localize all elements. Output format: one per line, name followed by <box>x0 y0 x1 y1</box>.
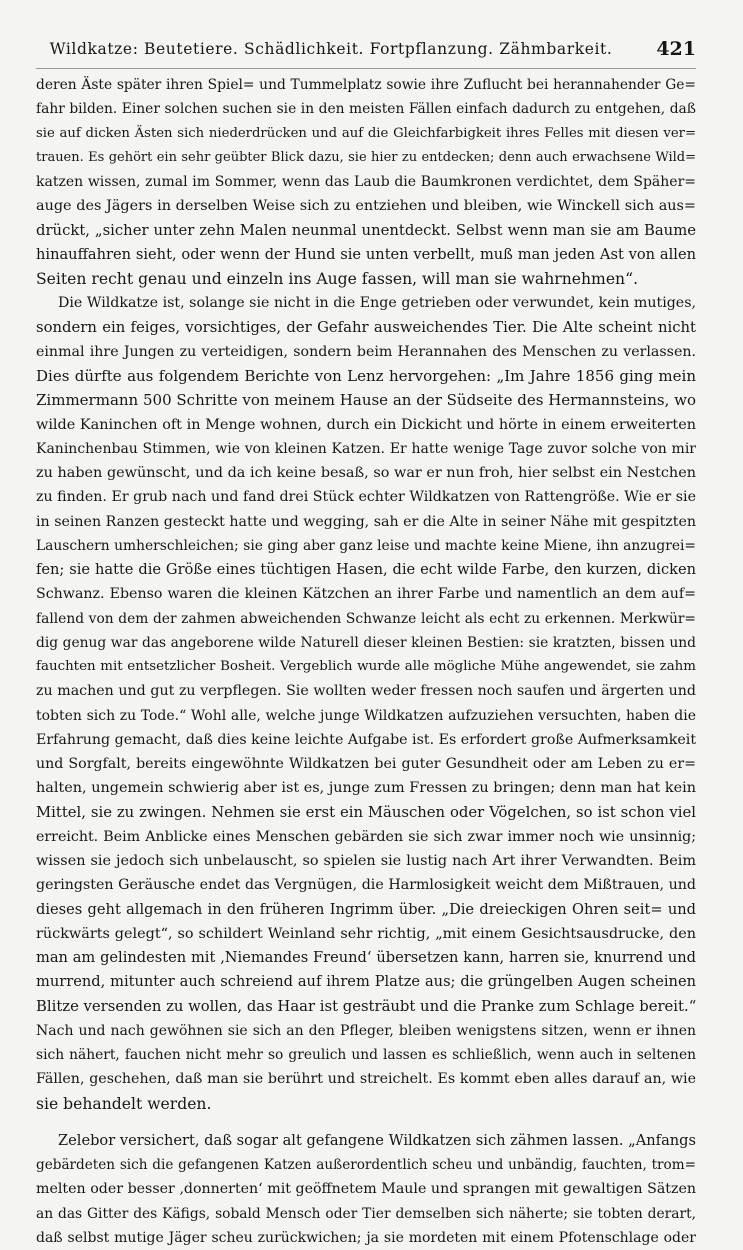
text-line: Erfahrung gemacht, daß dies keine leichte Aufgabe ist. Es erfordert große Aufmerksamkeit <box>36 731 696 748</box>
text-line: geringsten Geräusche endet das Vergnügen, die Harmlosigkeit weicht dem Mißtrauen, und <box>36 877 696 894</box>
text-line: Die Wildkatze ist, solange sie nicht in die Enge getrieben oder verwundet, kein mutiges, <box>58 295 696 312</box>
text-line: sie auf dicken Ästen sich niederdrücken und auf die Gleichfarbigkeit ihres Felles mit diesen ver= <box>36 125 696 141</box>
text-line: gebärdeten sich die gefangenen Katzen außerordentlich scheu und unbändig, fauchten, trom= <box>36 1157 696 1173</box>
text-line: man am gelindesten mit ‚Niemandes Freund‘ übersetzen kann, harren sie, knurrend und <box>36 949 696 966</box>
text-line: Seiten recht genau und einzeln ins Auge fassen, will man sie wahrnehmen“. <box>36 270 639 288</box>
paragraph-gap <box>36 1116 696 1129</box>
text-line: sich nähert, fauchen nicht mehr so greulich und lassen es schließlich, wenn auch in seltenen <box>36 1047 696 1063</box>
text-line: Zelebor versichert, daß sogar alt gefangene Wildkatzen sich zähmen lassen. „Anfangs <box>58 1131 696 1149</box>
page-number: 421 <box>656 38 696 60</box>
text-line: zu haben gewünscht, und da ich keine besaß, so war er nun froh, hier selbst ein Nestchen <box>36 465 696 481</box>
text-line: melten oder besser ‚donnerten‘ mit geöffnetem Maule und sprangen mit gewaltigen Sätzen <box>36 1181 696 1198</box>
text-line: halten, ungemein schwierig aber ist es, junge zum Fressen zu bringen; denn man hat kein <box>36 780 696 797</box>
text-line: murrend, mitunter auch schreiend auf ihrem Platze aus; die grüngelben Augen scheinen <box>36 973 696 991</box>
text-line: fallend von dem der zahmen abweichenden Schwanze leicht als echt zu erkennen. Merkwür= <box>36 610 696 627</box>
text-line: wilde Kaninchen oft in Menge wohnen, durch ein Dickicht und hörte in einem erweiterten <box>36 416 696 433</box>
text-line: einmal ihre Jungen zu verteidigen, sondern beim Herannahen des Menschen zu verlassen. <box>36 343 696 360</box>
text-line: an das Gitter des Käfigs, sobald Mensch oder Tier demselben sich näherte; sie tobten derart, <box>36 1205 696 1222</box>
text-line: Blitze versenden zu wollen, das Haar ist gesträubt und die Pranke zum Schlage bereit.“ <box>36 997 696 1015</box>
text-line: Zimmermann 500 Schritte von meinem Hause an der Südseite des Hermannsteins, wo <box>36 391 696 410</box>
text-line: fahr bilden. Einer solchen suchen sie in den meisten Fällen einfach dadurch zu entgehen, daß <box>36 101 696 118</box>
text-line: Schwanz. Ebenso waren die kleinen Kätzchen an ihrer Farbe und namentlich an dem auf= <box>36 586 696 603</box>
text-line: rückwärts gelegt“, so schildert Weinland sehr richtig, „mit einem Gesichtsausdrucke, den <box>36 925 696 942</box>
text-line: auge des Jägers in derselben Weise sich zu entziehen und bleiben, wie Winckell sich aus= <box>36 198 696 215</box>
text-line: zu machen und gut zu verpflegen. Sie wollten weder fressen noch saufen und ärgerten und <box>36 683 696 700</box>
text-line: Dies dürfte aus folgendem Berichte von Lenz hervorgehen: „Im Jahre 1856 ging mein <box>36 367 696 385</box>
text-line: zu finden. Er grub nach und fand drei Stück echter Wildkatzen von Rattengröße. Wie er sie <box>36 489 696 506</box>
running-header <box>36 38 696 69</box>
text-line: Nach und nach gewöhnen sie sich an den Pfleger, bleiben wenigstens sitzen, wenn er ihnen <box>36 1022 696 1039</box>
text-line: wissen sie jedoch sich unbelauscht, so spielen sie lustig nach Art ihrer Verwandten. Beim <box>36 853 696 869</box>
text-line: daß selbst mutige Jäger scheu zurückwichen; ja sie mordeten mit einem Pfotenschlage oder <box>36 1229 696 1246</box>
body-text <box>36 73 696 1250</box>
text-line: Mittel, sie zu zwingen. Nehmen sie erst ein Mäuschen oder Vögelchen, so ist schon viel <box>36 803 696 821</box>
text-line: Kaninchenbau Stimmen, wie von kleinen Katzen. Er hatte wenige Tage zuvor solche von mir <box>36 440 696 457</box>
text-line: tobten sich zu Tode.“ Wohl alle, welche junge Wildkatzen aufzuziehen versuchten, haben die <box>36 707 696 724</box>
running-title: Wildkatze: Beutetiere. Schädlichkeit. Fortpflanzung. Zähmbarkeit. <box>49 40 613 58</box>
text-line: drückt, „sicher unter zehn Malen neunmal unentdeckt. Selbst wenn man sie am Baume <box>36 221 696 239</box>
text-line: fauchten mit entsetzlicher Bosheit. Vergeblich wurde alle mögliche Mühe angewendet, sie zahm <box>36 659 696 674</box>
text-line: fen; sie hatte die Größe eines tüchtigen Hasen, die echt wilde Farbe, den kurzen, dicken <box>36 561 696 578</box>
text-line: katzen wissen, zumal im Sommer, wenn das Laub die Baumkronen verdichtet, dem Späher= <box>36 174 696 190</box>
text-line: trauen. Es gehört ein sehr geübter Blick dazu, sie hier zu entdecken; denn auch erwachsene Wild= <box>36 149 696 165</box>
text-line: deren Äste später ihren Spiel= und Tummelplatz sowie ihre Zuflucht bei herannahender Ge= <box>36 77 696 93</box>
text-line: dieses geht allgemach in den früheren Ingrimm über. „Die dreieckigen Ohren seit= und <box>36 900 696 918</box>
text-line: in seinen Ranzen gesteckt hatte und wegging, sah er die Alte in seiner Nähe mit gespitzten <box>36 513 696 530</box>
text-line: Fällen, geschehen, daß man sie berührt und streichelt. Es kommt eben alles darauf an, wie <box>36 1071 696 1088</box>
text-line: Lauschern umherschleichen; sie ging aber ganz leise und machte keine Miene, ihn anzugrei= <box>36 537 696 554</box>
text-line: hinauffahren sieht, oder wenn der Hund sie unten verbellt, muß man jeden Ast von allen <box>36 245 696 263</box>
text-line: und Sorgfalt, bereits eingewöhnte Wildkatzen bei guter Gesundheit oder am Leben zu er= <box>36 756 696 772</box>
text-line: dig genug war das angeborene wilde Naturell dieser kleinen Bestien: sie kratzten, bissen und <box>36 634 696 651</box>
text-line: sondern ein feiges, vorsichtiges, der Gefahr ausweichendes Tier. Die Alte scheint nicht <box>36 318 696 336</box>
text-line: sie behandelt werden. <box>36 1094 212 1113</box>
text-line: erreicht. Beim Anblicke eines Menschen gebärden sie sich zwar immer noch wie unsinnig; <box>36 828 696 845</box>
